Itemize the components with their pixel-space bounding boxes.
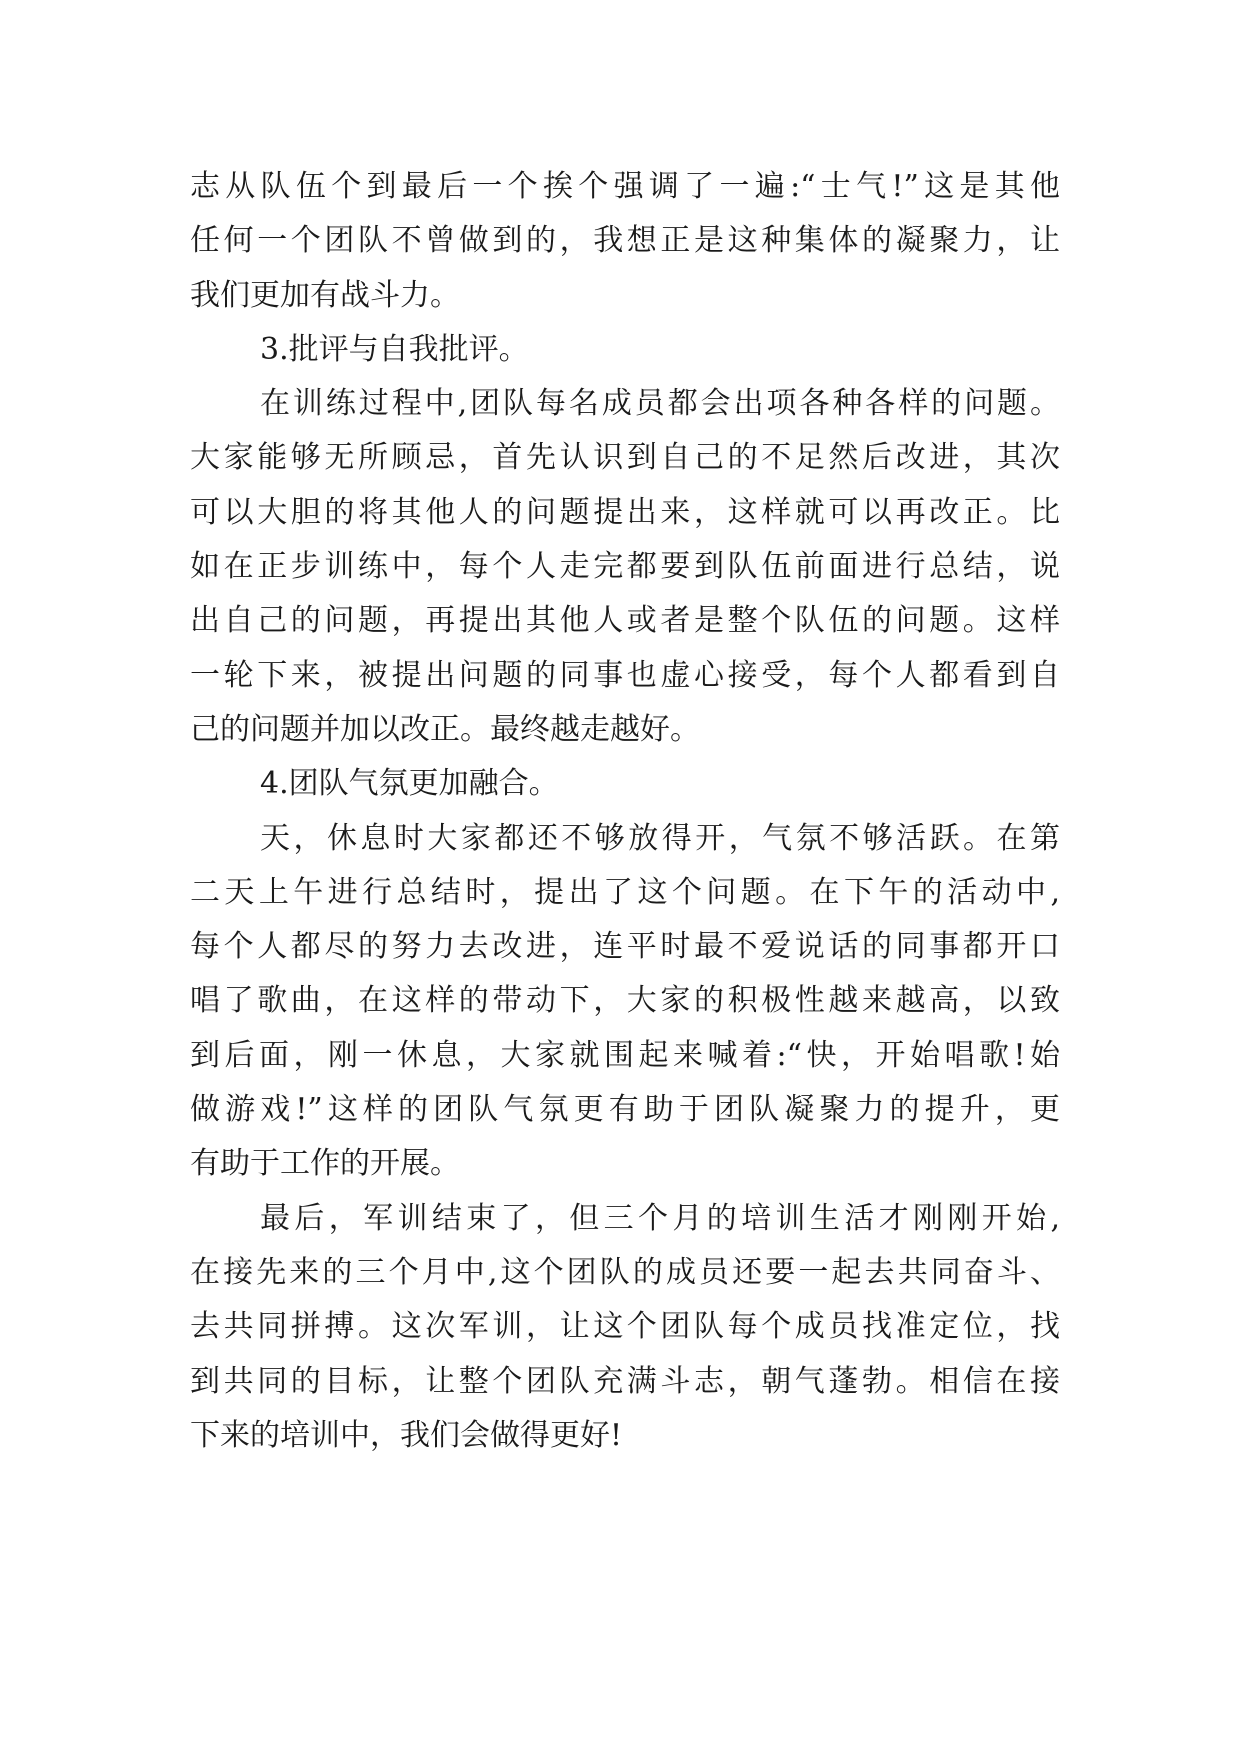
- text-line: 可以大胆的将其他人的问题提出来，这样就可以再改正。比: [190, 494, 1060, 530]
- text-line: 如在正步训练中，每个人走完都要到队伍前面进行总结，说: [190, 549, 1060, 585]
- text-line: 到后面，刚一休息，大家就围起来喊着:“快，开始唱歌!始: [190, 1037, 1060, 1073]
- text-line: 做游戏!”这样的团队气氛更有助于团队凝聚力的提升，更: [190, 1092, 1060, 1128]
- text-line: 3.批评与自我批评。: [260, 331, 529, 367]
- text-line: 下来的培训中，我们会做得更好!: [190, 1417, 623, 1453]
- body-text: [190, 160, 1060, 1463]
- text-line: 最后，军训结束了，但三个月的培训生活才刚刚开始,: [260, 1200, 1060, 1236]
- text-line: 4.团队气氛更加融合。: [260, 766, 559, 802]
- text-line: 每个人都尽的努力去改进，连平时最不爱说话的同事都开口: [190, 929, 1060, 965]
- text-line: 二天上午进行总结时，提出了这个问题。在下午的活动中,: [190, 874, 1060, 910]
- text-line: 在训练过程中,团队每名成员都会出项各种各样的问题。: [260, 386, 1060, 422]
- text-line: 己的问题并加以改正。最终越走越好。: [190, 711, 700, 747]
- text-line: 天，休息时大家都还不够放得开，气氛不够活跃。在第: [260, 820, 1060, 856]
- text-line: 出自己的问题，再提出其他人或者是整个队伍的问题。这样: [190, 603, 1060, 639]
- text-line: 唱了歌曲，在这样的带动下，大家的积极性越来越高，以致: [190, 983, 1060, 1019]
- text-line: 任何一个团队不曾做到的，我想正是这种集体的凝聚力，让: [190, 223, 1060, 259]
- text-line: 到共同的目标，让整个团队充满斗志，朝气蓬勃。相信在接: [190, 1363, 1060, 1399]
- text-line: 在接先来的三个月中,这个团队的成员还要一起去共同奋斗、: [190, 1254, 1060, 1290]
- text-line: 去共同拼搏。这次军训，让这个团队每个成员找准定位，找: [190, 1309, 1060, 1345]
- text-line: 一轮下来，被提出问题的同事也虚心接受，每个人都看到自: [190, 657, 1060, 693]
- text-line: 有助于工作的开展。: [190, 1146, 460, 1182]
- text-line: 志从队伍个到最后一个挨个强调了一遍:“士气!”这是其他: [190, 169, 1060, 204]
- text-line: 我们更加有战斗力。: [190, 277, 460, 313]
- text-line: 大家能够无所顾忌，首先认识到自己的不足然后改进，其次: [190, 440, 1060, 476]
